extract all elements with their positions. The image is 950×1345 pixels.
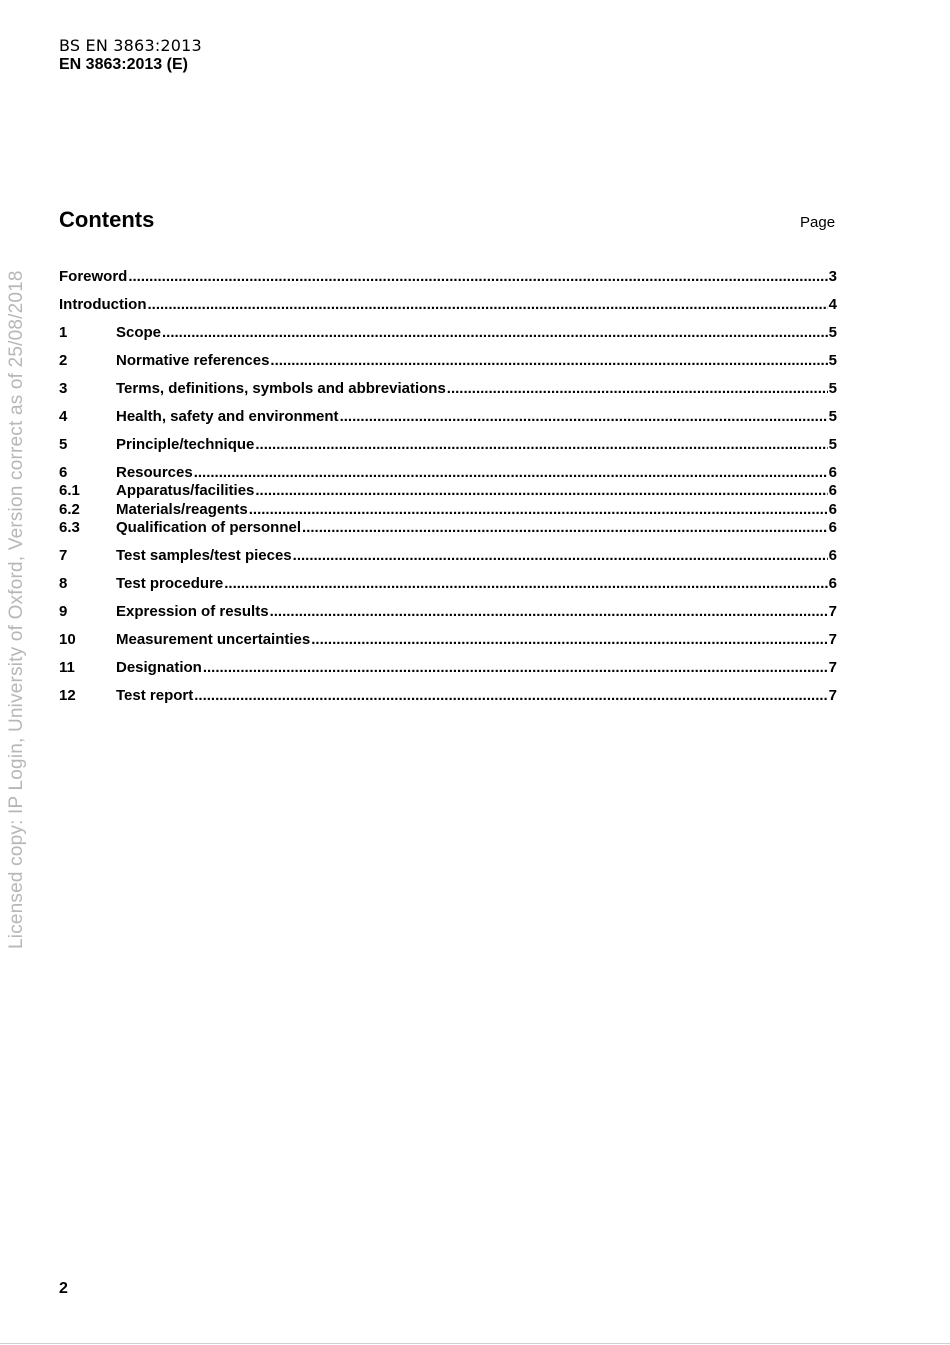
toc-dot-leader: [162, 324, 828, 342]
toc-entry[interactable]: [59, 464, 837, 482]
toc-entry-page: 7: [828, 603, 837, 620]
toc-entry[interactable]: [59, 436, 837, 454]
toc-entry-page: 6: [828, 575, 837, 592]
toc-dot-leader: [255, 436, 827, 454]
toc-entry-page: 6: [828, 501, 837, 518]
toc-dot-leader: [340, 408, 828, 426]
toc-entry-number: 6.1: [59, 482, 80, 499]
toc-entry-page: 4: [828, 296, 837, 313]
license-watermark: Licensed copy: IP Login, University of Oxford, Version correct as of 25/08/2018: [6, 270, 27, 949]
toc-entry-number: 5: [59, 436, 68, 453]
toc-entry-page: 6: [828, 464, 837, 481]
toc-entry-page: 7: [828, 687, 837, 704]
toc-entry-title: Test procedure: [116, 575, 224, 592]
toc-dot-leader: [194, 687, 827, 705]
toc-entry-number: 6.3: [59, 519, 80, 536]
toc-entry-title: Apparatus/facilities: [116, 482, 255, 499]
toc-dot-leader: [147, 296, 827, 314]
toc-entry-number: 12: [59, 687, 76, 704]
page-number: 2: [59, 1280, 68, 1297]
toc-entry-title: Qualification of personnel: [116, 519, 302, 536]
toc-entry-title: Expression of results: [116, 603, 269, 620]
toc-entry-title: Health, safety and environment: [116, 408, 339, 425]
bottom-divider: [0, 1343, 950, 1344]
toc-entry-title: Test report: [116, 687, 194, 704]
toc-entry-title: Introduction: [59, 296, 147, 313]
toc-entry-title: Normative references: [116, 352, 270, 369]
toc-entry-page: 5: [828, 436, 837, 453]
toc-entry[interactable]: [59, 603, 837, 621]
toc-dot-leader: [270, 603, 828, 621]
toc-entry-number: 4: [59, 408, 68, 425]
toc-entry-page: 5: [828, 408, 837, 425]
toc-dot-leader: [447, 380, 828, 398]
toc-dot-leader: [302, 519, 828, 537]
toc-entry[interactable]: [59, 575, 837, 593]
toc-entry-title: Principle/technique: [116, 436, 255, 453]
toc-dot-leader: [249, 501, 828, 519]
toc-entry[interactable]: [59, 380, 837, 398]
toc-entry[interactable]: [59, 324, 837, 342]
toc-entry-page: 5: [828, 324, 837, 341]
toc-entry[interactable]: [59, 687, 837, 705]
toc-entry-title: Foreword: [59, 268, 128, 285]
toc-dot-leader: [255, 482, 827, 500]
toc-entry-page: 7: [828, 659, 837, 676]
toc-entry[interactable]: [59, 482, 837, 500]
toc-entry[interactable]: [59, 519, 837, 537]
toc-dot-leader: [224, 575, 827, 593]
toc-entry-number: 9: [59, 603, 68, 620]
contents-title: Contents: [59, 207, 155, 232]
toc-entry[interactable]: [59, 352, 837, 370]
header-en-standard: EN 3863:2013 (E): [59, 56, 188, 73]
toc-entry-page: 5: [828, 352, 837, 369]
toc-entry[interactable]: [59, 547, 837, 565]
toc-entry-page: 6: [828, 482, 837, 499]
toc-entry-number: 11: [59, 659, 75, 676]
toc-dot-leader: [203, 659, 828, 677]
toc-entry-title: Materials/reagents: [116, 501, 248, 518]
toc-entry-number: 2: [59, 352, 68, 369]
toc-dot-leader: [293, 547, 828, 565]
toc-dot-leader: [270, 352, 827, 370]
toc-entry-title: Designation: [116, 659, 202, 676]
toc-entry-number: 3: [59, 380, 68, 397]
toc-entry[interactable]: [59, 268, 837, 286]
toc-entry[interactable]: [59, 296, 837, 314]
toc-entry-title: Terms, definitions, symbols and abbreviations: [116, 380, 446, 397]
toc-dot-leader: [128, 268, 827, 286]
toc-entry[interactable]: [59, 408, 837, 426]
toc-entry-page: 7: [828, 631, 837, 648]
toc-entry[interactable]: [59, 659, 837, 677]
toc-entry-page: 6: [828, 519, 837, 536]
toc-entry-title: Measurement uncertainties: [116, 631, 311, 648]
toc-entry-page: 6: [828, 547, 837, 564]
toc-entry-title: Resources: [116, 464, 193, 481]
toc-entry-number: 7: [59, 547, 68, 564]
toc-entry-page: 5: [828, 380, 837, 397]
toc-entry[interactable]: [59, 501, 837, 519]
toc-entry-number: 1: [59, 324, 68, 341]
toc-entry-page: 3: [828, 268, 837, 285]
toc-entry-number: 8: [59, 575, 68, 592]
toc-entry-title: Test samples/test pieces: [116, 547, 292, 564]
toc-entry[interactable]: [59, 631, 837, 649]
toc-entry-number: 10: [59, 631, 76, 648]
toc-entry-number: 6: [59, 464, 68, 481]
toc-entry-title: Scope: [116, 324, 162, 341]
toc-entry-number: 6.2: [59, 501, 80, 518]
toc-dot-leader: [194, 464, 828, 482]
header-bs-standard: BS EN 3863:2013: [59, 36, 202, 55]
toc-dot-leader: [311, 631, 827, 649]
page-column-label: Page: [800, 214, 836, 231]
